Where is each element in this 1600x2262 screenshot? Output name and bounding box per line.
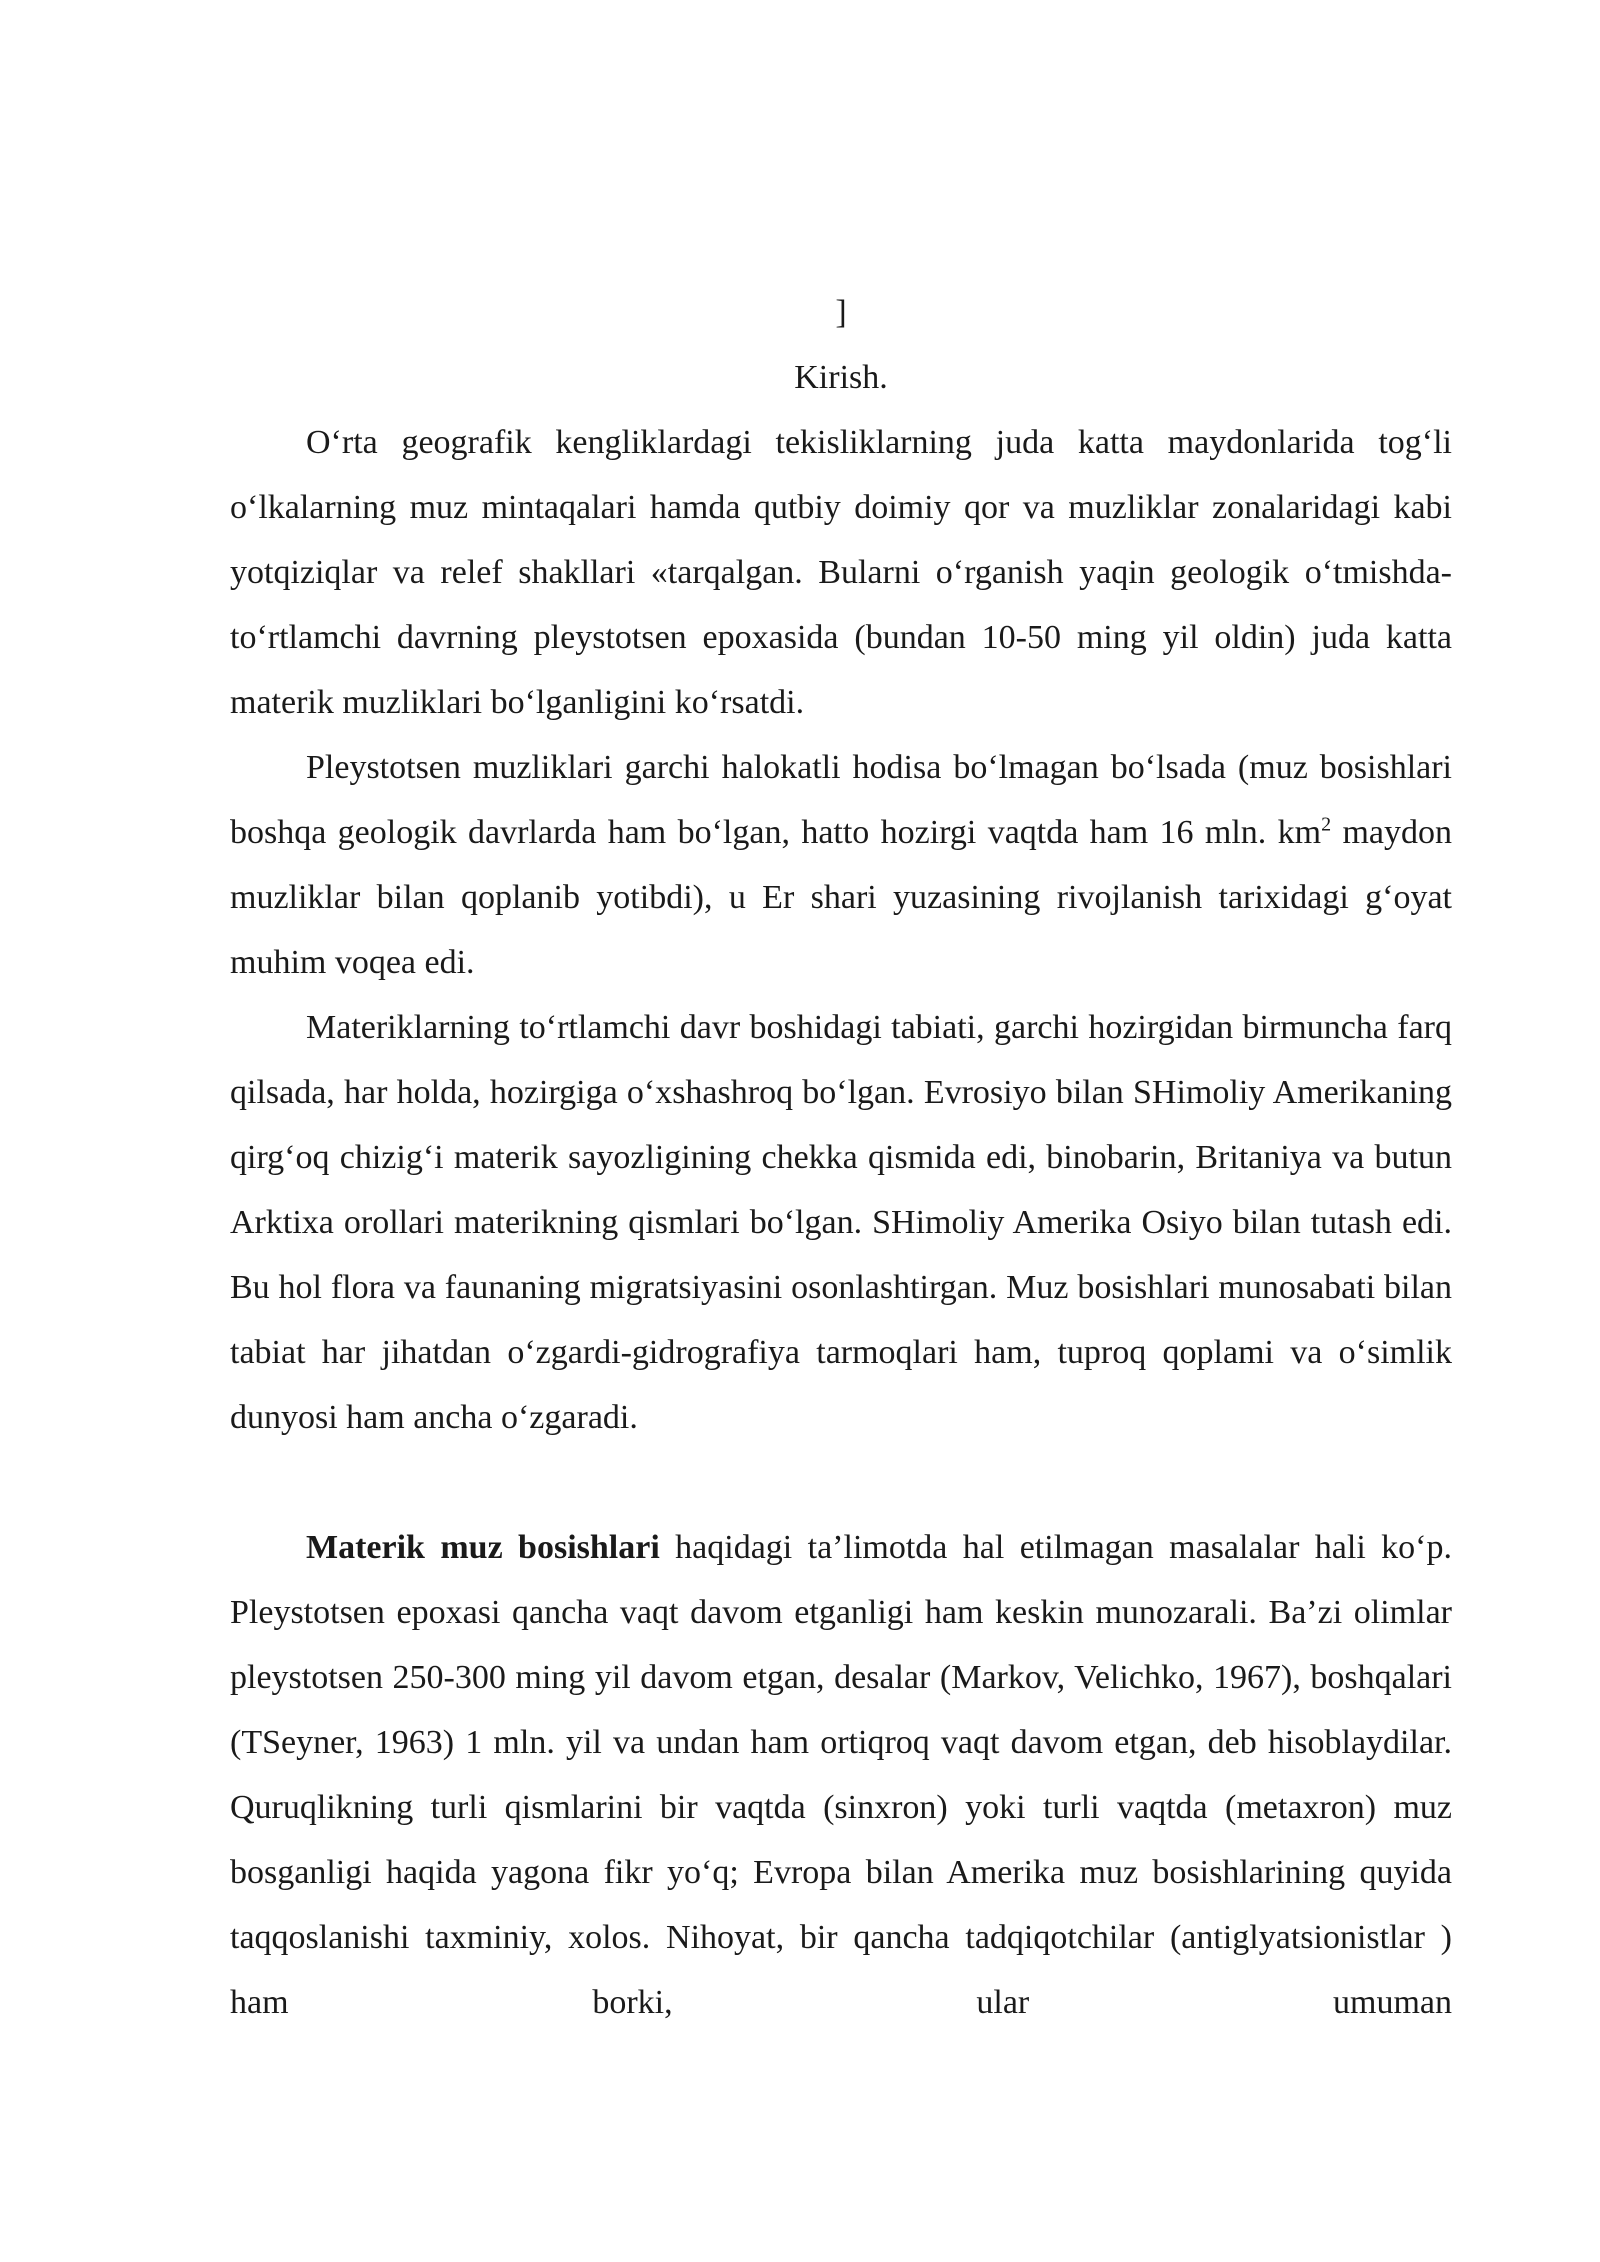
paragraph-1: O‘rta geografik kengliklardagi tekisliklarning juda katta maydonlarida tog‘li o‘lkalarning muz mintaqalari hamda qutbiy doimiy qor va muzliklar zonalaridagi kabi yotqiziqlar va relef shakllari «tarqalgan. Bularni o‘rganish yaqin geologik o‘tmishda-to‘rtlamchi davrning pleystotsen epoxasida (bundan 10-50 ming yil oldin) juda katta materik muzliklari bo‘lganligini ko‘rsatdi. <box>230 424 1452 721</box>
bold-term: Materik muz bosishlari <box>306 1529 660 1566</box>
bracket-mark: ] <box>835 294 847 331</box>
paragraph-4 <box>230 1515 1452 2035</box>
document-page <box>230 280 1452 2035</box>
section-heading: Kirish. <box>794 359 888 396</box>
paragraph-3: Materiklarning to‘rtlamchi davr boshidagi tabiati, garchi hozirgidan birmuncha farq qilsada, har holda, hozirgiga o‘xshashroq bo‘lgan. Evrosiyo bilan SHimoliy Amerikaning qirg‘oq chizig‘i materik sayozligining chekka qismida edi, binobarin, Britaniya va butun Arktixa orollari materikning qismlari bo‘lgan. SHimoliy Amerika Osiyo bilan tutash edi. Bu hol flora va faunaning migratsiyasini osonlashtirgan. Muz bosishlari munosabati bilan tabiat har jihatdan o‘zgardi-gidrografiya tarmoqlari ham, tuproq qoplami va o‘simlik dunyosi ham ancha o‘zgaradi. <box>230 1009 1452 1436</box>
paragraph-2-text-end: maydon muzliklar bilan qoplanib yotibdi), u Er shari yuzasining rivojlanish tarixidagi g‘oyat muhim voqea edi. <box>230 814 1452 981</box>
paragraph-2 <box>230 735 1452 995</box>
paragraph-4-text: haqidagi ta’limotda hal etilmagan masalalar hali ko‘p. Pleystotsen epoxasi qancha vaqt davom etganligi ham keskin munozarali. Ba’zi olimlar pleystotsen 250-300 ming yil davom etgan, desalar (Markov, Velichko, 1967), boshqalari (TSeyner, 1963) 1 mln. yil va undan ham ortiqroq vaqt davom etgan, deb hisoblaydilar. Quruqlikning turli qismlarini bir vaqtda (sinxron) yoki turli vaqtda (metaxron) muz bosganligi haqida yagona fikr yo‘q; Evropa bilan Amerika muz bosishlarining quyida taqqoslanishi taxminiy, xolos. Nihoyat, bir qancha tadqiqotchilar (antiglyatsionistlar ) ham borki, ular umuman <box>230 1529 1453 2021</box>
paragraph-2-text-start: Pleystotsen muzliklari garchi halokatli hodisa bo‘lmagan bo‘lsada (muz bosishlari boshqa geologik davrlarda ham bo‘lgan, hatto hozirgi vaqtda ham 16 mln. km <box>230 749 1452 851</box>
superscript-2: 2 <box>1321 813 1332 836</box>
